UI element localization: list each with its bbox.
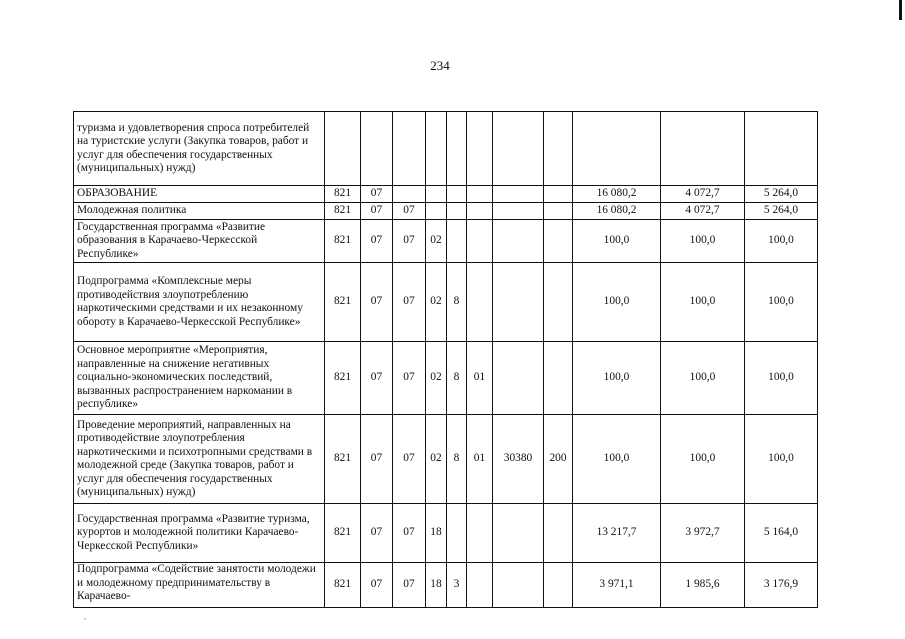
cell-subsection-code: 07 bbox=[393, 504, 426, 563]
cell-amount-year-1: 100,0 bbox=[573, 220, 661, 263]
cell-amount-year-3: 5 264,0 bbox=[745, 203, 818, 220]
table-row bbox=[74, 342, 818, 415]
cell-ministry-code bbox=[325, 112, 361, 186]
cell-activity-code bbox=[467, 112, 493, 186]
cell-amount-year-2: 100,0 bbox=[661, 263, 745, 342]
cell-subprogram-code: 8 bbox=[447, 415, 467, 504]
cell-amount-year-1: 100,0 bbox=[573, 263, 661, 342]
cell-section-code: 07 bbox=[361, 563, 393, 608]
cell-expense-type bbox=[544, 263, 573, 342]
cell-amount-year-2: 100,0 bbox=[661, 220, 745, 263]
cell-section-code bbox=[361, 112, 393, 186]
cell-expense-type bbox=[544, 563, 573, 608]
cell-subprogram-code bbox=[447, 186, 467, 203]
cell-ministry-code: 821 bbox=[325, 563, 361, 608]
cell-section-code: 07 bbox=[361, 186, 393, 203]
cell-expense-type bbox=[544, 186, 573, 203]
table-row bbox=[74, 263, 818, 342]
cell-amount-year-1: 100,0 bbox=[573, 415, 661, 504]
cell-amount-year-3: 100,0 bbox=[745, 415, 818, 504]
cell-program-code bbox=[426, 203, 447, 220]
cell-activity-code: 01 bbox=[467, 415, 493, 504]
table-row bbox=[74, 415, 818, 504]
cell-expense-type bbox=[544, 220, 573, 263]
cell-program-code bbox=[426, 112, 447, 186]
cell-activity-code bbox=[467, 504, 493, 563]
cell-amount-year-1: 16 080,2 bbox=[573, 203, 661, 220]
cell-subprogram-code: 8 bbox=[447, 263, 467, 342]
cell-program-code: 02 bbox=[426, 342, 447, 415]
cell-direction-code bbox=[493, 203, 544, 220]
cell-ministry-code: 821 bbox=[325, 415, 361, 504]
cell-amount-year-3 bbox=[745, 112, 818, 186]
table-row bbox=[74, 112, 818, 186]
row-description: Государственная программа «Развитие туризма, курортов и молодежной политики Карачаево-Черкесской Республики» bbox=[74, 504, 325, 563]
cell-subsection-code bbox=[393, 186, 426, 203]
cell-amount-year-3: 3 176,9 bbox=[745, 563, 818, 608]
cell-amount-year-1 bbox=[573, 112, 661, 186]
page-number: 234 bbox=[430, 58, 450, 73]
cell-ministry-code: 821 bbox=[325, 220, 361, 263]
cell-expense-type bbox=[544, 342, 573, 415]
cell-direction-code bbox=[493, 186, 544, 203]
cell-expense-type bbox=[544, 504, 573, 563]
cell-activity-code bbox=[467, 186, 493, 203]
page-edge-mark bbox=[899, 0, 902, 20]
cell-section-code: 07 bbox=[361, 415, 393, 504]
cell-ministry-code: 821 bbox=[325, 504, 361, 563]
cell-direction-code bbox=[493, 220, 544, 263]
cell-subprogram-code bbox=[447, 112, 467, 186]
cell-amount-year-2: 3 972,7 bbox=[661, 504, 745, 563]
budget-table bbox=[73, 111, 818, 608]
cell-subsection-code: 07 bbox=[393, 203, 426, 220]
cell-subprogram-code bbox=[447, 203, 467, 220]
cell-amount-year-3: 5 264,0 bbox=[745, 186, 818, 203]
cell-amount-year-2 bbox=[661, 112, 745, 186]
table-row bbox=[74, 220, 818, 263]
cell-amount-year-1: 13 217,7 bbox=[573, 504, 661, 563]
cell-subsection-code: 07 bbox=[393, 263, 426, 342]
cell-program-code: 02 bbox=[426, 220, 447, 263]
row-description: Молодежная политика bbox=[74, 203, 325, 220]
cell-ministry-code: 821 bbox=[325, 342, 361, 415]
cell-activity-code bbox=[467, 220, 493, 263]
cell-program-code: 02 bbox=[426, 263, 447, 342]
cell-ministry-code: 821 bbox=[325, 263, 361, 342]
cell-amount-year-1: 100,0 bbox=[573, 342, 661, 415]
cell-subprogram-code: 8 bbox=[447, 342, 467, 415]
cell-activity-code bbox=[467, 563, 493, 608]
cell-expense-type: 200 bbox=[544, 415, 573, 504]
table-row bbox=[74, 504, 818, 563]
cell-ministry-code: 821 bbox=[325, 203, 361, 220]
cell-subprogram-code: 3 bbox=[447, 563, 467, 608]
cell-ministry-code: 821 bbox=[325, 186, 361, 203]
margin-mark: , bbox=[84, 612, 86, 621]
cell-amount-year-3: 100,0 bbox=[745, 342, 818, 415]
cell-activity-code: 01 bbox=[467, 342, 493, 415]
cell-amount-year-3: 100,0 bbox=[745, 263, 818, 342]
cell-direction-code bbox=[493, 504, 544, 563]
cell-amount-year-3: 5 164,0 bbox=[745, 504, 818, 563]
cell-subsection-code: 07 bbox=[393, 220, 426, 263]
cell-section-code: 07 bbox=[361, 203, 393, 220]
cell-program-code bbox=[426, 186, 447, 203]
cell-subsection-code bbox=[393, 112, 426, 186]
cell-program-code: 02 bbox=[426, 415, 447, 504]
row-description: Государственная программа «Развитие образования в Карачаево-Черкесской Республике» bbox=[74, 220, 325, 263]
cell-amount-year-2: 1 985,6 bbox=[661, 563, 745, 608]
table-row bbox=[74, 203, 818, 220]
cell-direction-code bbox=[493, 112, 544, 186]
cell-program-code: 18 bbox=[426, 504, 447, 563]
cell-amount-year-2: 4 072,7 bbox=[661, 203, 745, 220]
row-description: Подпрограмма «Комплексные меры противодействия злоупотреблению наркотическими средствами и их незаконному обороту в Карачаево-Черкесской Республике» bbox=[74, 263, 325, 342]
cell-subprogram-code bbox=[447, 504, 467, 563]
cell-section-code: 07 bbox=[361, 263, 393, 342]
cell-direction-code bbox=[493, 342, 544, 415]
cell-amount-year-1: 16 080,2 bbox=[573, 186, 661, 203]
cell-expense-type bbox=[544, 203, 573, 220]
cell-amount-year-2: 4 072,7 bbox=[661, 186, 745, 203]
cell-direction-code bbox=[493, 563, 544, 608]
cell-subprogram-code bbox=[447, 220, 467, 263]
cell-section-code: 07 bbox=[361, 220, 393, 263]
cell-direction-code bbox=[493, 263, 544, 342]
cell-subsection-code: 07 bbox=[393, 415, 426, 504]
cell-amount-year-2: 100,0 bbox=[661, 342, 745, 415]
cell-section-code: 07 bbox=[361, 504, 393, 563]
row-description: Проведение мероприятий, направленных на противодействие злоупотребления наркотическими и психотропными средствами в молодежной среде (Закупка товаров, работ и услуг для обеспечения государственных (муниципальных) нужд) bbox=[74, 415, 325, 504]
cell-subsection-code: 07 bbox=[393, 563, 426, 608]
row-description: ОБРАЗОВАНИЕ bbox=[74, 186, 325, 203]
cell-activity-code bbox=[467, 203, 493, 220]
cell-amount-year-2: 100,0 bbox=[661, 415, 745, 504]
cell-direction-code: 30380 bbox=[493, 415, 544, 504]
row-description: Основное мероприятие «Мероприятия, направленные на снижение негативных социально-экономических последствий, вызванных распространением наркомании в республике» bbox=[74, 342, 325, 415]
cell-program-code: 18 bbox=[426, 563, 447, 608]
cell-subsection-code: 07 bbox=[393, 342, 426, 415]
cell-expense-type bbox=[544, 112, 573, 186]
table-row bbox=[74, 186, 818, 203]
row-description: Подпрограмма «Содействие занятости молодежи и молодежному предпринимательству в Карачаево- bbox=[74, 563, 325, 608]
row-description: туризма и удовлетворения спроса потребителей на туристские услуги (Закупка товаров, работ и услуг для обеспечения государственных (муниципальных) нужд) bbox=[74, 112, 325, 186]
cell-amount-year-1: 3 971,1 bbox=[573, 563, 661, 608]
table-row bbox=[74, 563, 818, 608]
cell-section-code: 07 bbox=[361, 342, 393, 415]
cell-activity-code bbox=[467, 263, 493, 342]
cell-amount-year-3: 100,0 bbox=[745, 220, 818, 263]
